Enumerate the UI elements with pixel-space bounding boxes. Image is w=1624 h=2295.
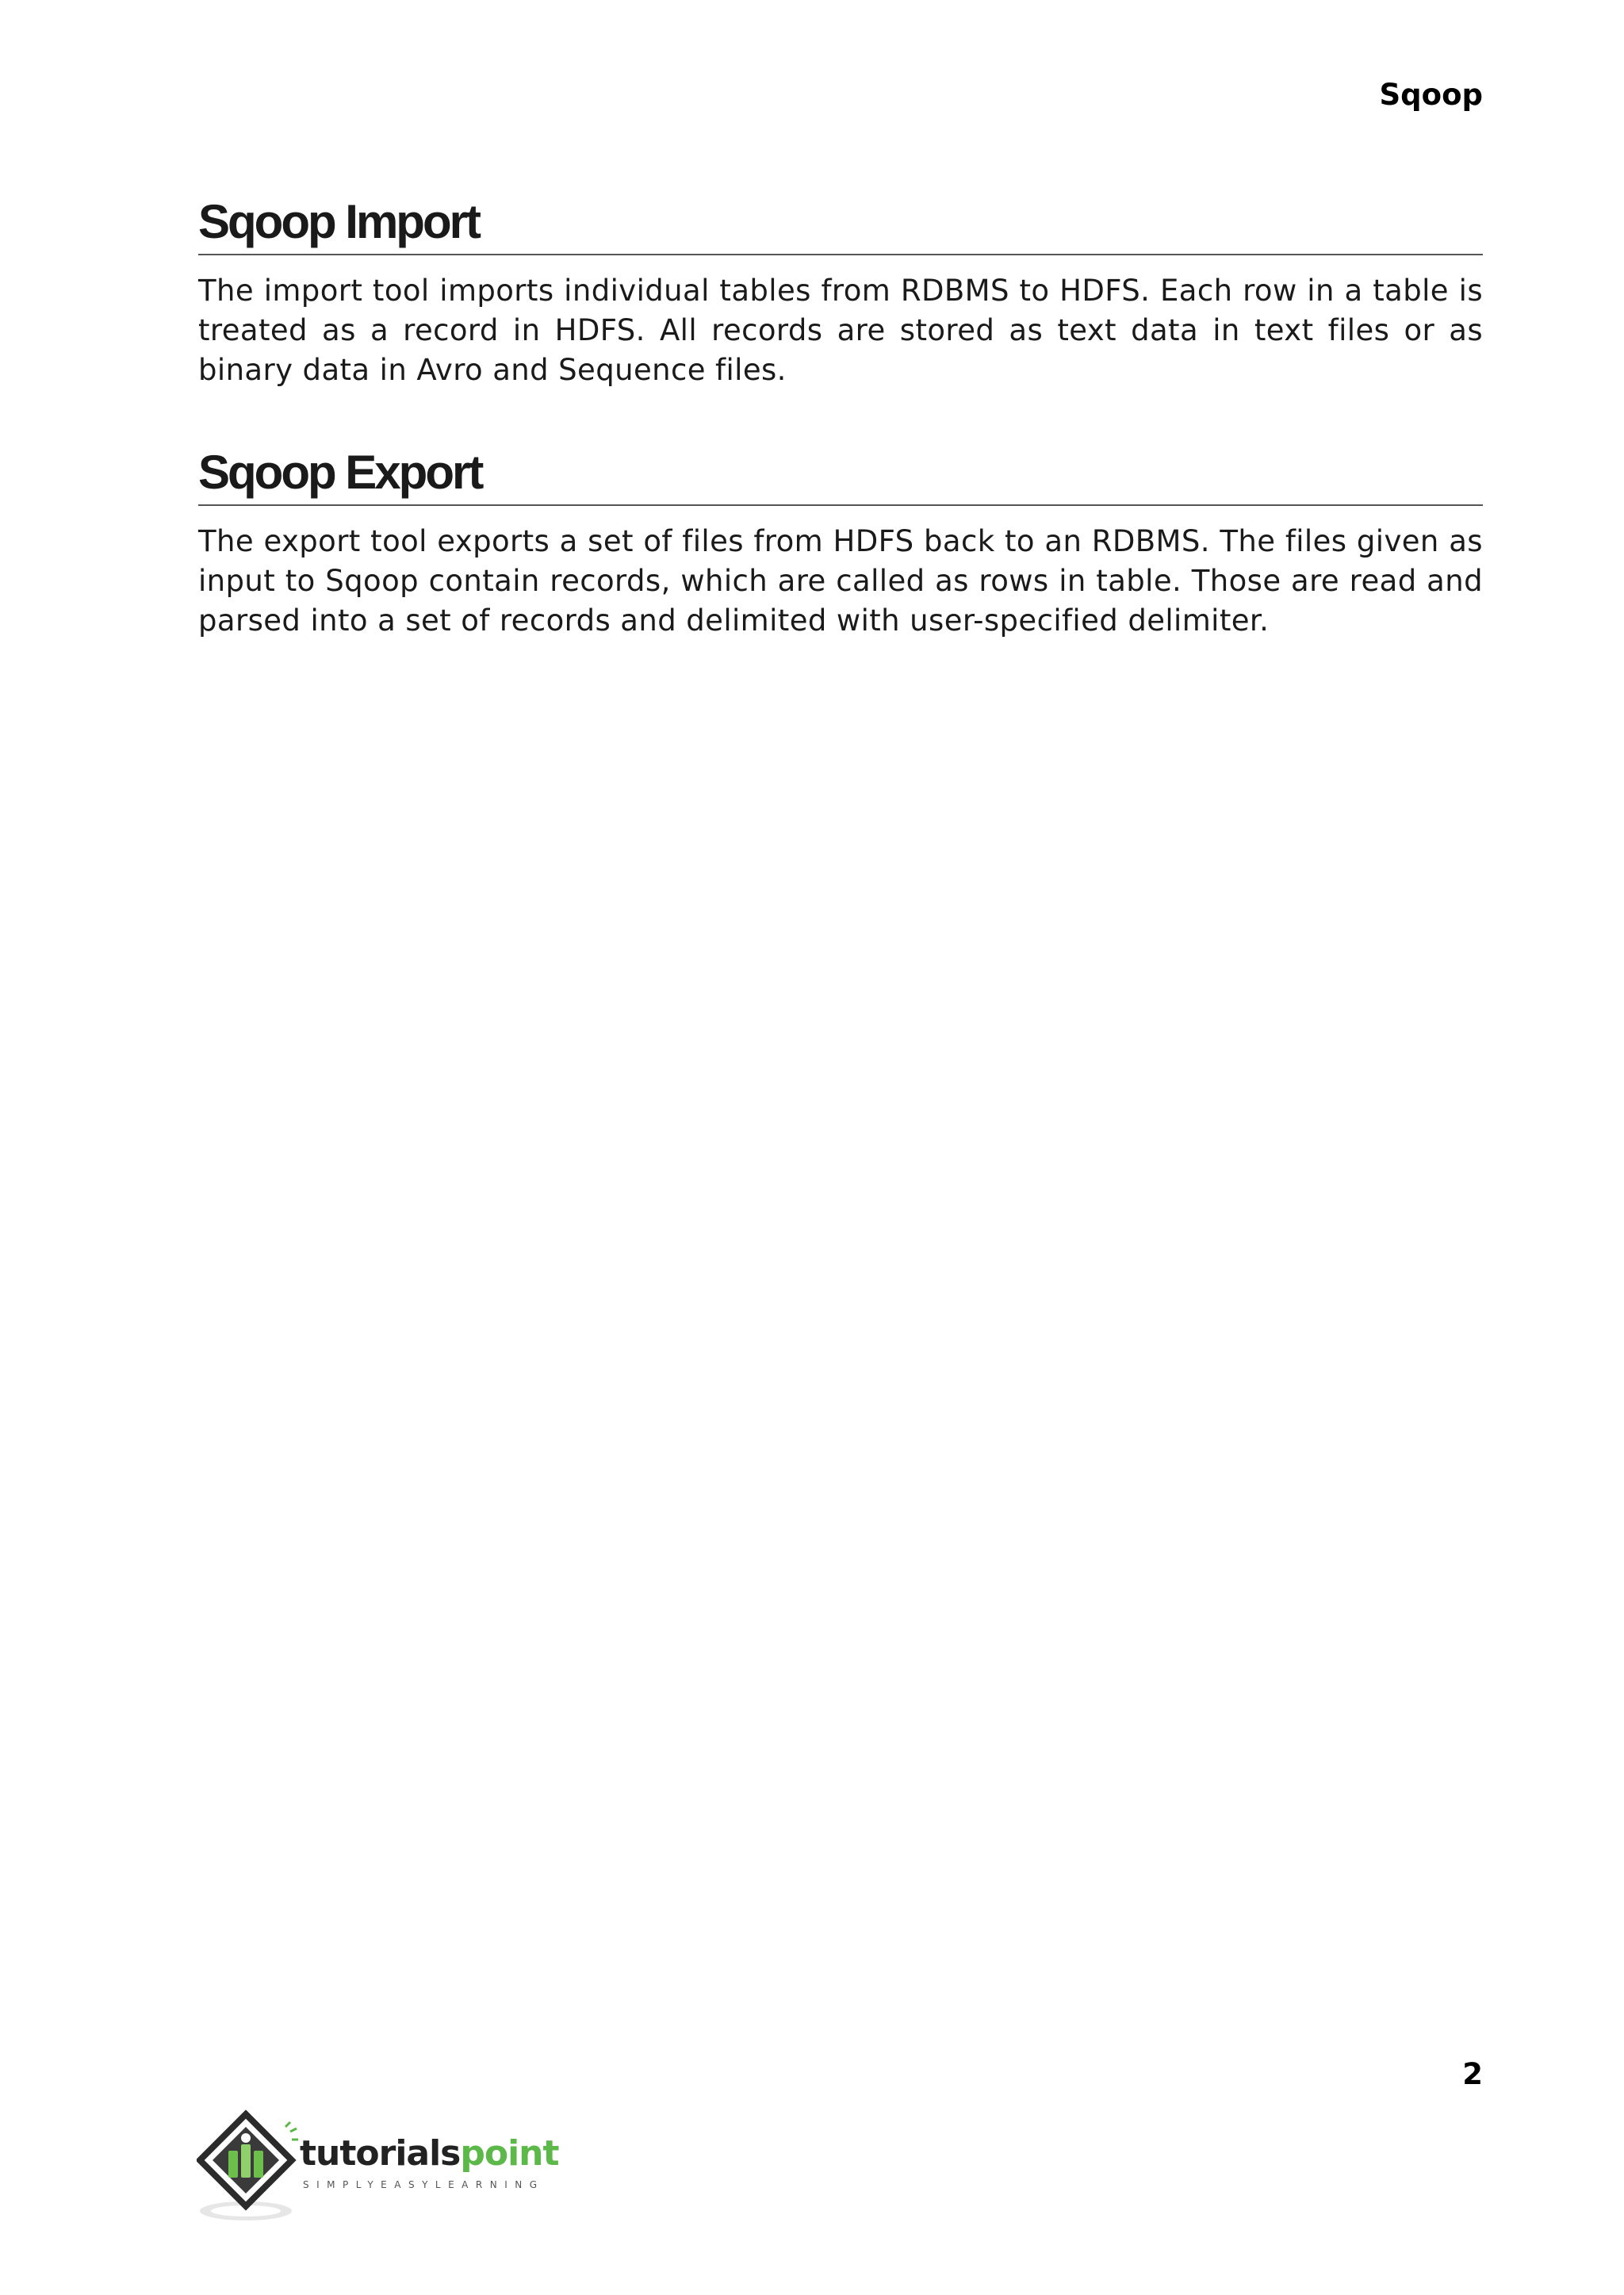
running-header-title: Sqoop [1379,78,1483,112]
tutorialspoint-logo [197,2109,577,2228]
section-paragraph: The import tool imports individual tables from RDBMS to HDFS. Each row in a table is treated as a record in HDFS. All records are stored as text data in text files or as binary data in Avro and Sequence files. [198,274,1483,387]
page-content [198,195,1483,641]
section-heading: Sqoop Import [198,198,1483,255]
section-paragraph: The export tool exports a set of files from HDFS back to an RDBMS. The files given as input to Sqoop contain records, which are called as rows in table. Those are read and parsed into a set of records and delimited with user-specified delimiter. [198,524,1483,638]
section-heading: Sqoop Export [198,449,1483,506]
logo-wordmark [300,2133,559,2174]
page-number: 2 [1462,2057,1483,2091]
tutorialspoint-logo-icon [197,2109,308,2228]
section-sqoop-export [198,446,1483,641]
logo-word-tutorials: tutorials [300,2133,461,2174]
logo-word-point: point [460,2133,559,2174]
section-sqoop-import [198,195,1483,390]
logo-tagline: SIMPLYEASYLEARNING [303,2179,545,2190]
